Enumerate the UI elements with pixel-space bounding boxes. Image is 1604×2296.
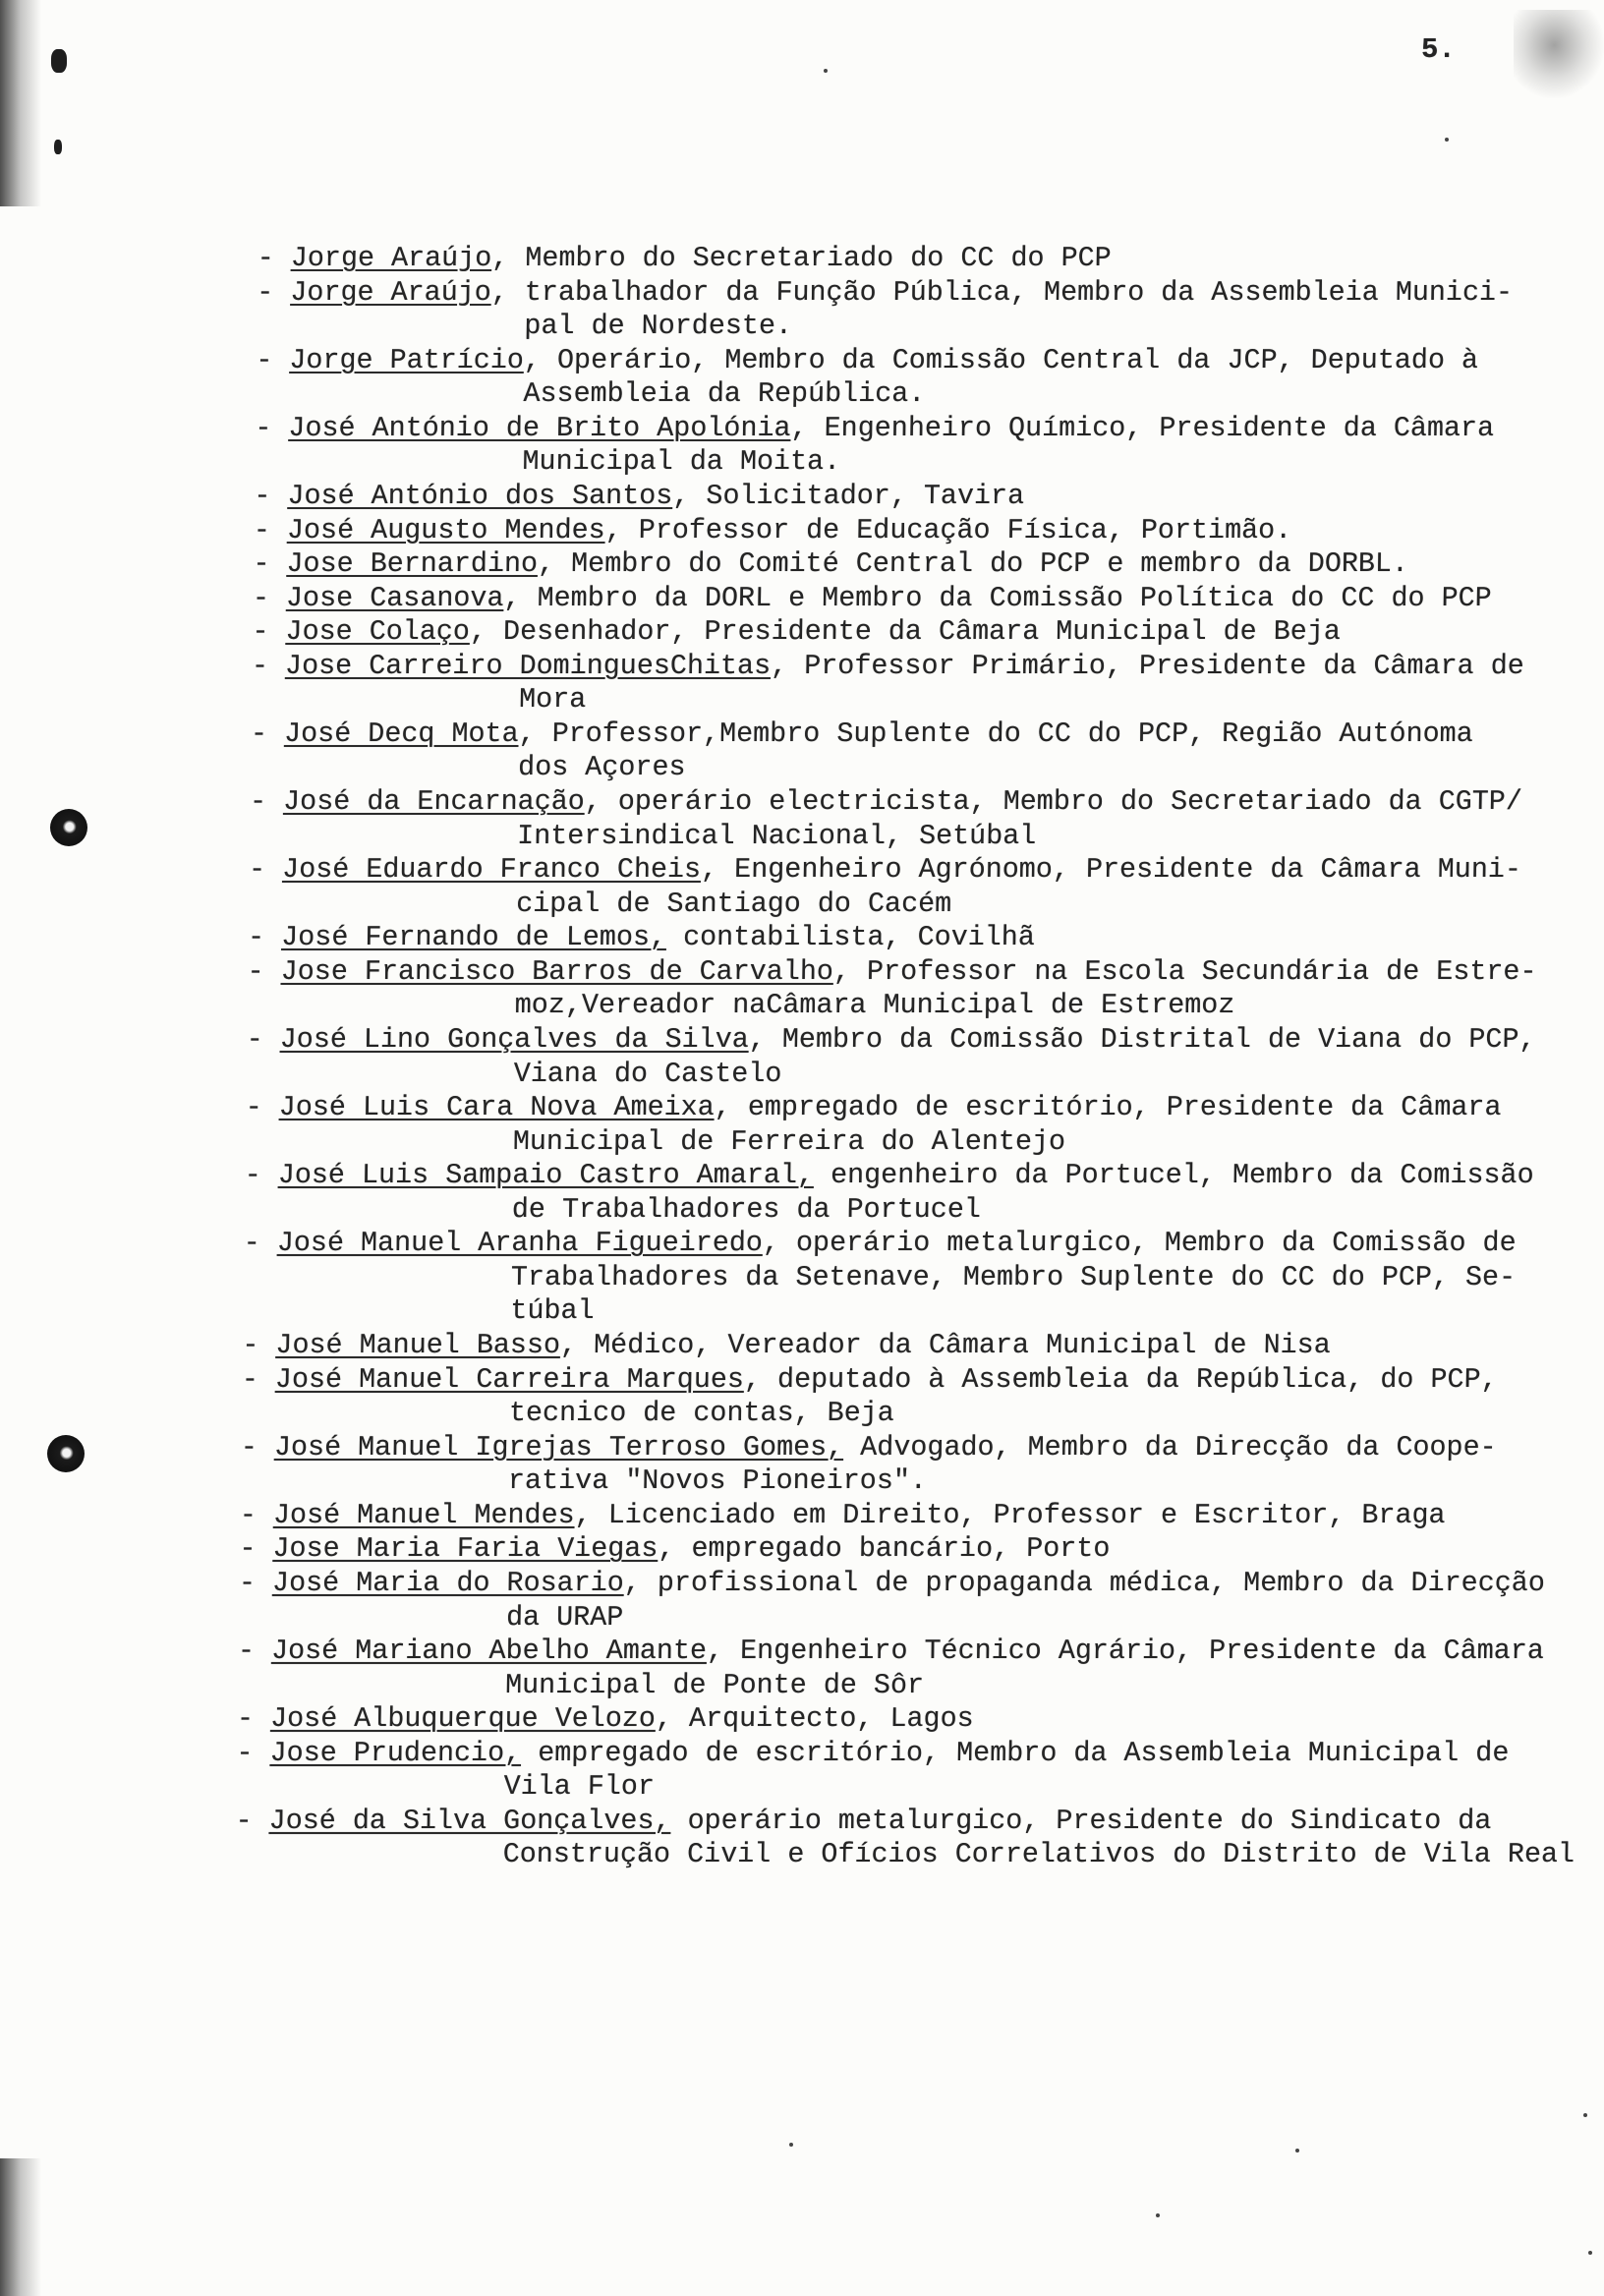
entry-first-line (246, 1023, 1592, 1058)
list-entry (235, 1805, 1582, 1872)
entry-name: José António de Brito Apolónia (288, 411, 791, 444)
entry-name: José Eduardo Franco Cheis (281, 853, 702, 887)
list-entry (243, 1227, 1590, 1329)
entry-name: José Lino Gonçalves da Silva (279, 1022, 750, 1056)
list-entry (240, 1431, 1587, 1499)
scan-edge-shadow-top (0, 0, 41, 206)
entry-description: , Professor Primário, Presidente da Câmara de (770, 649, 1525, 682)
entry-continuation: de Trabalhadores da Portucel (511, 1192, 982, 1226)
entry-name: José Augusto Mendes (286, 513, 605, 546)
list-dash: - (250, 717, 268, 750)
entry-first-line (255, 412, 1601, 446)
list-dash: - (248, 853, 266, 887)
entry-first-line (254, 480, 1600, 514)
entry-description: , Solicitador, Tavira (672, 479, 1025, 512)
scan-smudge (1514, 10, 1604, 98)
entry-description: , Desenhador, Presidente da Câmara Municipal de Beja (469, 615, 1342, 649)
entry-name: Jorge Araújo (290, 275, 492, 309)
entry-continuation: Construção Civil e Ofícios Correlativos do Distrito de Vila Real (502, 1838, 1575, 1871)
entry-first-line (242, 1363, 1588, 1398)
entry-continuation: túbal (510, 1294, 595, 1328)
entry-name: José Manuel Aranha Figueiredo (276, 1227, 764, 1260)
entry-description: contabilista, Covilhã (665, 921, 1036, 954)
scan-speck (1583, 2113, 1587, 2117)
scan-speck (1295, 2149, 1299, 2152)
list-entry (238, 1567, 1585, 1635)
entry-continuation: Mora (518, 683, 587, 717)
entry-description: , trabalhador da Função Pública, Membro da Assembleia Munici- (490, 275, 1514, 309)
list-dash: - (247, 921, 265, 954)
entry-name: José Manuel Carreira Marques (274, 1362, 745, 1396)
punch-hole (50, 809, 87, 846)
entry-description: , Membro da DORL e Membro da Comissão Política do CC do PCP (503, 581, 1492, 614)
list-dash: - (245, 1091, 262, 1124)
punch-hole (47, 1435, 85, 1472)
entry-name: José Mariano Abelho Amante (270, 1635, 708, 1668)
entry-name: José António dos Santos (287, 479, 673, 512)
list-entry (248, 921, 1594, 955)
entry-description: , Professor na Escola Secundária de Estre- (832, 954, 1537, 988)
entry-first-line (254, 514, 1600, 548)
entry-name: José Manuel Basso (275, 1329, 561, 1361)
entry-description: , Médico, Vereador da Câmara Municipal de Nisa (559, 1329, 1331, 1361)
list-entry (250, 718, 1597, 785)
entry-first-line (252, 650, 1598, 684)
entry-description: , Professor de Educação Física, Portimão. (604, 513, 1292, 546)
list-entry (256, 344, 1603, 412)
list-dash: - (253, 513, 271, 546)
entry-first-line (249, 853, 1595, 888)
entry-description: , Membro do Comité Central do PCP e membro da DORBL. (537, 547, 1409, 581)
entry-first-line (235, 1805, 1581, 1839)
entry-description: , empregado bancário, Porto (658, 1532, 1111, 1566)
entry-first-line (241, 1431, 1587, 1465)
entry-continuation: Viana do Castelo (513, 1057, 782, 1090)
entry-name: Jose Maria Faria Viegas (272, 1532, 659, 1566)
scan-speck (1445, 138, 1449, 142)
entry-name: José Decq Mota (283, 717, 519, 750)
entry-continuation: tecnico de contas, Beja (508, 1397, 895, 1430)
list-entry (237, 1635, 1584, 1702)
entry-first-line (240, 1499, 1586, 1533)
entry-first-line (239, 1532, 1585, 1567)
entry-continuation: pal de Nordeste. (524, 310, 793, 343)
list-entry (240, 1499, 1586, 1533)
list-dash: - (235, 1804, 253, 1837)
entry-name: Jose Bernardino (286, 547, 539, 581)
list-entry (244, 1159, 1591, 1227)
entry-first-line (236, 1737, 1582, 1771)
entry-first-line (244, 1159, 1590, 1193)
entry-description: operário metalurgico, Presidente do Sindicato da (670, 1804, 1492, 1837)
list-entry (252, 615, 1598, 650)
entry-name: Jorge Araújo (290, 242, 492, 274)
entry-name: Jose Colaço (285, 615, 471, 649)
entry-first-line (248, 921, 1594, 955)
list-dash: - (236, 1736, 254, 1769)
entry-name: José Maria do Rosario (271, 1566, 625, 1599)
entry-continuation: dos Açores (517, 751, 686, 784)
list-entry (254, 480, 1600, 514)
list-entry (254, 514, 1600, 548)
list-dash: - (239, 1498, 258, 1531)
entry-continuation: Vila Flor (503, 1770, 656, 1804)
entry-name: José Luis Sampaio Castro Amaral, (277, 1159, 815, 1192)
entry-first-line (244, 1227, 1590, 1261)
entry-name: Jose Casanova (285, 581, 504, 614)
entry-description: empregado de escritório, Membro da Assembleia Municipal de (520, 1736, 1510, 1769)
list-dash: - (256, 343, 273, 376)
entry-continuation: Trabalhadores da Setenave, Membro Suplente do CC do PCP, Se- (510, 1260, 1517, 1293)
entry-description: Advogado, Membro da Direcção da Coope- (842, 1430, 1497, 1464)
entry-first-line (253, 547, 1599, 582)
entry-continuation: Assembleia da República. (523, 377, 926, 411)
list-dash: - (255, 411, 272, 444)
entry-continuation: rativa "Novos Pioneiros". (507, 1464, 928, 1498)
entry-description: , operário electricista, Membro do Secretariado da CGTP/ (584, 785, 1523, 818)
list-dash: - (246, 1022, 263, 1056)
entry-description: engenheiro da Portucel, Membro da Comissão (813, 1159, 1534, 1192)
list-dash: - (236, 1702, 255, 1736)
entry-name: José Fernando de Lemos, (280, 921, 667, 954)
entry-first-line (237, 1702, 1583, 1737)
entry-continuation: Municipal da Moita. (522, 445, 841, 479)
entry-name: José Albuquerque Velozo (269, 1702, 657, 1736)
page-number: 5. (1421, 33, 1456, 66)
list-entry (239, 1532, 1585, 1567)
entry-name: José da Encarnação (282, 785, 586, 818)
entry-name: Jose Prudencio, (269, 1736, 522, 1769)
scan-blot (54, 140, 62, 154)
entry-continuation: Municipal de Ferreira do Alentejo (512, 1124, 1066, 1158)
list-dash: - (240, 1430, 258, 1464)
list-dash: - (242, 1329, 259, 1361)
scan-speck (824, 69, 828, 73)
entry-first-line (252, 615, 1598, 650)
entry-name: Jose Carreiro DominguesChitas (284, 649, 772, 682)
list-entry (242, 1329, 1588, 1363)
list-dash: - (249, 785, 267, 818)
list-dash: - (254, 479, 271, 512)
list-dash: - (241, 1362, 259, 1396)
list-dash: - (243, 1227, 261, 1260)
list-entry (257, 276, 1604, 344)
list-entry (236, 1737, 1583, 1805)
entry-first-line (247, 955, 1593, 990)
entry-first-line (253, 582, 1599, 616)
entry-description: , Membro do Secretariado do CC do PCP (491, 242, 1112, 274)
list-entry (255, 412, 1602, 480)
entry-first-line (256, 344, 1602, 378)
entry-name: José Manuel Mendes (272, 1498, 575, 1531)
list-entry (258, 242, 1604, 276)
list-entry (253, 582, 1599, 616)
list-dash: - (257, 275, 274, 309)
list-entry (247, 955, 1594, 1023)
entry-description: , operário metalurgico, Membro da Comissão de (762, 1227, 1517, 1260)
list-dash: - (247, 954, 264, 988)
entry-description: , Engenheiro Agrónomo, Presidente da Câmara Muni- (700, 853, 1522, 887)
list-entry (245, 1091, 1592, 1159)
entry-description: , Arquitecto, Lagos (655, 1702, 974, 1736)
list-dash: - (244, 1159, 262, 1192)
entry-first-line (250, 785, 1596, 820)
list-dash: - (252, 581, 270, 614)
entry-first-line (238, 1635, 1584, 1669)
entry-name: Jorge Patrício (289, 343, 525, 376)
list-dash: - (238, 1566, 257, 1599)
list-entry (237, 1702, 1583, 1737)
list-entry (253, 547, 1599, 582)
list-dash: - (237, 1635, 256, 1668)
entry-description: , Operário, Membro da Comissão Central da JCP, Deputado à (523, 343, 1479, 376)
scan-speck (1588, 2251, 1592, 2255)
entry-description: , Professor,Membro Suplente do CC do PCP, Região Autónoma (518, 717, 1473, 750)
entry-first-line (251, 718, 1597, 752)
entry-name: Jose Francisco Barros de Carvalho (280, 954, 834, 988)
entry-description: , Engenheiro Técnico Agrário, Presidente da Câmara (706, 1635, 1545, 1668)
entry-first-line (242, 1329, 1588, 1363)
entry-description: , Licenciado em Direito, Professor e Escritor, Braga (574, 1498, 1446, 1531)
list-dash: - (253, 547, 270, 581)
entry-continuation: cipal de Santiago do Cacém (515, 887, 952, 920)
entry-description: , deputado à Assembleia da República, do PCP, (743, 1362, 1498, 1396)
list-dash: - (251, 649, 269, 682)
entry-first-line (257, 276, 1603, 311)
scan-edge-shadow-bottom (0, 2158, 41, 2296)
entry-description: , Engenheiro Químico, Presidente da Câmara (790, 411, 1495, 444)
entry-name: José Luis Cara Nova Ameixa (278, 1091, 715, 1124)
list-dash: - (239, 1532, 257, 1566)
entry-continuation: moz,Vereador naCâmara Municipal de Estremoz (514, 989, 1235, 1022)
entry-description: , profissional de propaganda médica, Membro da Direcção (623, 1566, 1546, 1599)
entry-first-line (258, 242, 1604, 276)
scan-speck (1156, 2213, 1160, 2217)
entry-name: José da Silva Gonçalves, (268, 1804, 671, 1837)
entry-first-line (245, 1091, 1591, 1125)
list-entry (241, 1363, 1588, 1431)
entry-description: , empregado de escritório, Presidente da Câmara (714, 1091, 1502, 1124)
list-entry (248, 853, 1595, 921)
entry-continuation: Intersindical Nacional, Setúbal (516, 819, 1037, 852)
list-entry (246, 1023, 1593, 1091)
member-list (235, 242, 1604, 1872)
entry-continuation: da URAP (505, 1600, 624, 1634)
entry-first-line (239, 1567, 1585, 1601)
entry-description: , Membro da Comissão Distrital de Viana do PCP, (748, 1022, 1536, 1056)
entry-continuation: Municipal de Ponte de Sôr (504, 1668, 925, 1701)
list-entry (251, 650, 1598, 718)
list-entry (249, 785, 1596, 853)
list-dash: - (257, 242, 275, 274)
list-dash: - (252, 615, 269, 649)
entry-name: José Manuel Igrejas Terroso Gomes, (273, 1430, 844, 1464)
scan-blot (51, 49, 67, 73)
scan-speck (789, 2143, 793, 2147)
